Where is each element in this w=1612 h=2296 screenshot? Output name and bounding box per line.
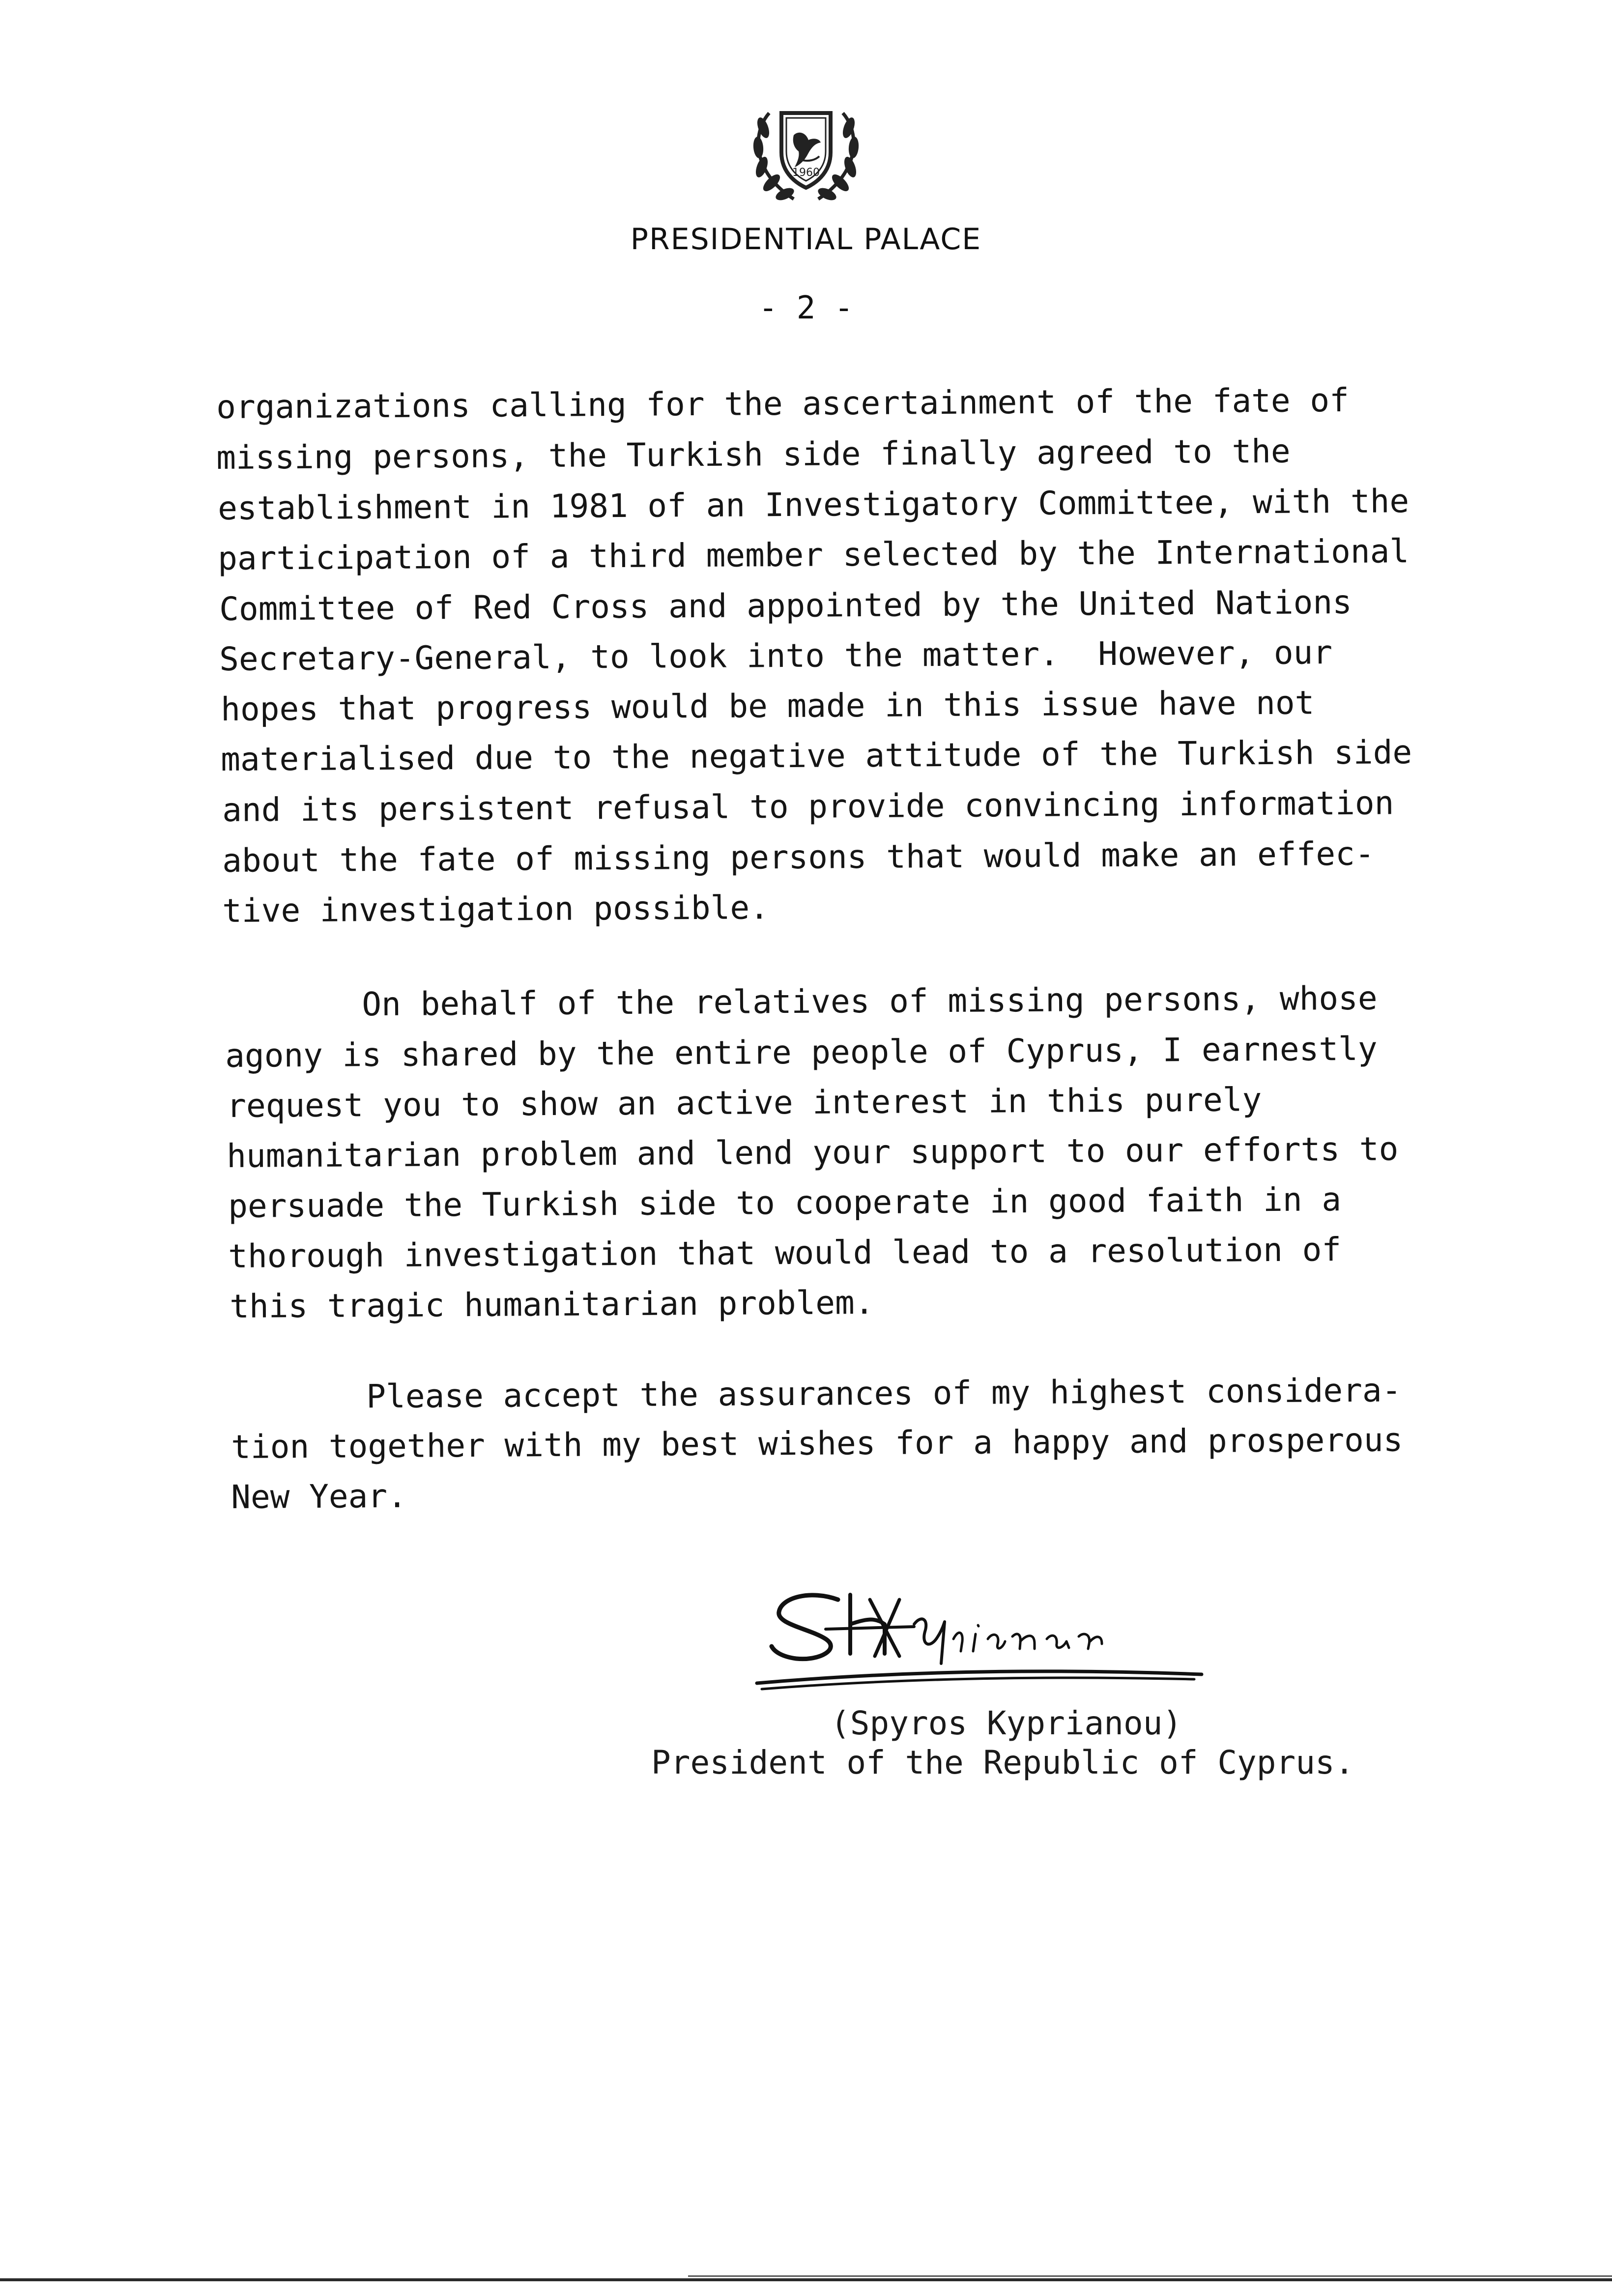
body-line: Committee of Red Cross and appointed by the United Nations [219, 583, 1353, 628]
body-line: this tragic humanitarian problem. [230, 1283, 874, 1325]
body-line: thorough investigation that would lead to a resolution of [228, 1231, 1342, 1275]
body-line: and its persistent refusal to provide convincing information [222, 784, 1394, 829]
signer-name: (Spyros Kyprianou) [831, 1704, 1182, 1742]
body-line: organizations calling for the ascertainment of the fate of [216, 381, 1350, 426]
body-line: tive investigation possible. [222, 889, 770, 930]
handwritten-signature [752, 1570, 1214, 1698]
body-line: request you to show an active interest in this purely [227, 1081, 1262, 1125]
coat-of-arms-icon [740, 93, 872, 211]
body-line: missing persons, the Turkish side finally agreed to the [216, 432, 1291, 477]
body-line: materialised due to the negative attitude of the Turkish side [221, 733, 1412, 778]
body-line: Please accept the assurances of my highest considera- [230, 1371, 1402, 1416]
body-line: hopes that progress would be made in this issue have not [221, 684, 1315, 728]
body-line: humanitarian problem and lend your support to our efforts to [227, 1130, 1399, 1175]
page-edge-rule [688, 2275, 1612, 2277]
page-number: - 2 - [758, 290, 854, 326]
body-line: Secretary-General, to look into the matter. However, our [219, 633, 1333, 678]
body-line: about the fate of missing persons that would make an effec- [222, 834, 1375, 880]
letterhead-title: PRESIDENTIAL PALACE [630, 222, 982, 257]
body-line: establishment in 1981 of an Investigatory Committee, with the [218, 482, 1410, 527]
signer-title: President of the Republic of Cyprus. [651, 1744, 1354, 1781]
page-bottom-rule [0, 2278, 1612, 2281]
body-line: tion together with my best wishes for a happy and prosperous [231, 1421, 1403, 1466]
body-line: agony is shared by the entire people of Cyprus, I earnestly [225, 1030, 1378, 1075]
body-line: participation of a third member selected by the International [218, 532, 1410, 577]
body-line: persuade the Turkish side to cooperate in good faith in a [228, 1180, 1342, 1225]
body-line: New Year. [231, 1477, 407, 1516]
svg-text:1960: 1960 [792, 167, 820, 179]
body-line: On behalf of the relatives of missing persons, whose [225, 979, 1378, 1024]
